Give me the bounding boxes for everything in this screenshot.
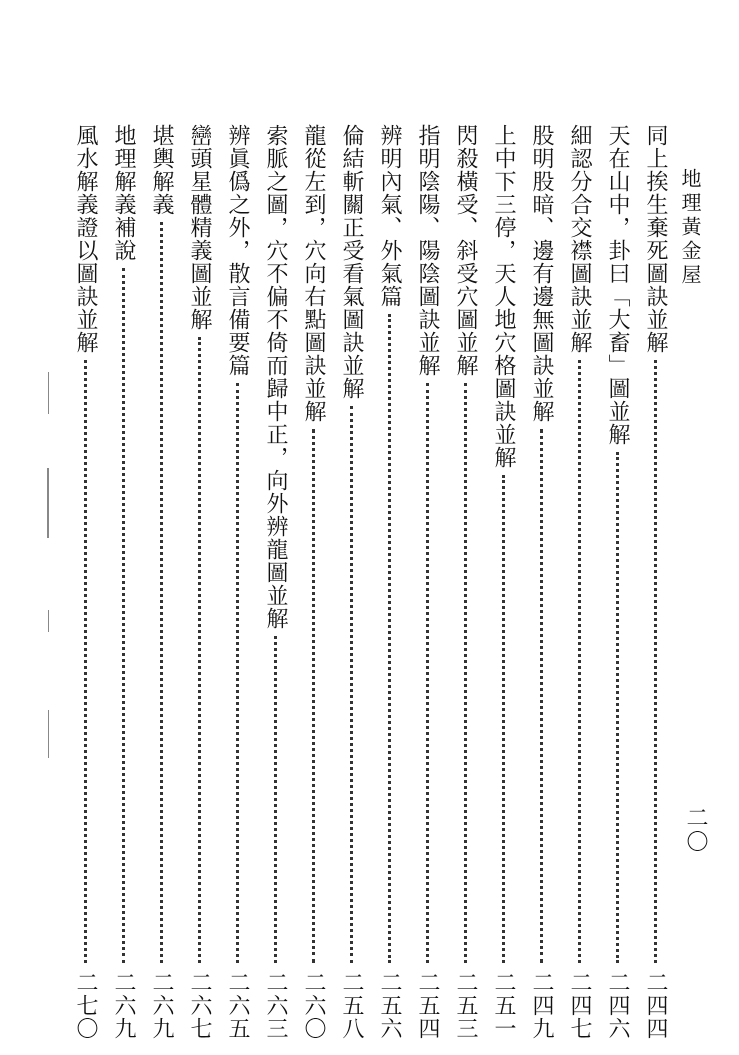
toc-entry-title: 索脈之圖，穴不偏不倚而歸中正，向外辨龍圖並解 <box>263 124 288 630</box>
toc-entry <box>638 124 672 1040</box>
toc-entry <box>296 124 330 1040</box>
toc-entry-page: 二五六 <box>377 971 402 1040</box>
dot-leader <box>350 406 353 963</box>
toc-entry-page: 二五一 <box>491 971 516 1040</box>
toc-entry <box>334 124 368 1040</box>
toc-entry-title: 指明陰陽、陽陰圖訣並解 <box>415 124 440 377</box>
toc-entry-page: 二七〇 <box>73 971 98 1040</box>
dot-leader <box>388 314 391 963</box>
scan-mark <box>48 710 49 758</box>
toc-entry-title: 辨明內氣、外氣篇 <box>377 124 402 308</box>
dot-leader <box>426 383 429 963</box>
dot-leader <box>160 222 163 963</box>
dot-leader <box>540 429 543 963</box>
toc-entry-page: 二四四 <box>643 971 668 1040</box>
dot-leader <box>312 429 315 963</box>
dot-leader <box>502 475 505 963</box>
toc-entry <box>486 124 520 1040</box>
running-title: 地理黃金屋 <box>678 168 702 288</box>
toc-entry <box>562 124 596 1040</box>
toc-entry <box>448 124 482 1040</box>
dot-leader <box>84 360 87 963</box>
scan-mark <box>47 468 49 538</box>
toc-entry <box>220 124 254 1040</box>
toc-entry <box>600 124 634 1040</box>
toc-entry-page: 二四七 <box>567 971 592 1040</box>
toc-entry-title: 巒頭星體精義圖並解 <box>187 124 212 331</box>
dot-leader <box>616 452 619 963</box>
toc-entry <box>258 124 292 1040</box>
toc-entry-page: 二五四 <box>415 971 440 1040</box>
scan-mark <box>48 610 49 632</box>
toc-entry <box>410 124 444 1040</box>
dot-leader <box>122 268 125 963</box>
toc-entry-title: 股明股暗、邊有邊無圖訣並解 <box>529 124 554 423</box>
toc-entry-title: 上中下三停，天人地穴格圖訣並解 <box>491 124 516 469</box>
toc-entry-title: 閃殺橫受、斜受穴圖並解 <box>453 124 478 377</box>
dot-leader <box>274 636 277 963</box>
toc-entry-title: 細認分合交襟圖訣並解 <box>567 124 592 354</box>
toc-entry <box>106 124 140 1040</box>
toc-entry-page: 二五八 <box>339 971 364 1040</box>
page-number: 二〇 <box>683 806 708 854</box>
toc-entry-title: 倫結斬關正受看氣圖訣並解 <box>339 124 364 400</box>
toc-entry-page: 二六五 <box>225 971 250 1040</box>
toc-entry-page: 二四六 <box>605 971 630 1040</box>
toc-entry <box>144 124 178 1040</box>
toc-entry-title: 天在山中，卦曰「大畜」圖並解 <box>605 124 630 446</box>
toc-entry-title: 風水解義證以圖訣並解 <box>73 124 98 354</box>
toc-entry-page: 二六〇 <box>301 971 326 1040</box>
toc-entry-title: 地理解義補說 <box>111 124 136 262</box>
toc-entry-page: 二五三 <box>453 971 478 1040</box>
toc-entry-page: 二六九 <box>111 971 136 1040</box>
toc-entry <box>68 124 102 1040</box>
scan-mark <box>48 372 49 414</box>
toc-entry <box>524 124 558 1040</box>
dot-leader <box>198 337 201 963</box>
dot-leader <box>464 383 467 963</box>
dot-leader <box>578 360 581 963</box>
toc-entry-title: 龍從左到，穴向右點圖訣並解 <box>301 124 326 423</box>
toc-entry-title: 同上挨生棄死圖訣並解 <box>643 124 668 354</box>
table-of-contents <box>68 124 672 1040</box>
toc-entry-title: 堪輿解義 <box>149 124 174 216</box>
toc-entry-page: 二四九 <box>529 971 554 1040</box>
toc-entry-page: 二六九 <box>149 971 174 1040</box>
dot-leader <box>654 360 657 963</box>
dot-leader <box>236 383 239 963</box>
toc-entry-page: 二六七 <box>187 971 212 1040</box>
toc-entry <box>182 124 216 1040</box>
toc-entry <box>372 124 406 1040</box>
toc-entry-page: 二六三 <box>263 971 288 1040</box>
toc-entry-title: 辨眞僞之外，散言備要篇 <box>225 124 250 377</box>
